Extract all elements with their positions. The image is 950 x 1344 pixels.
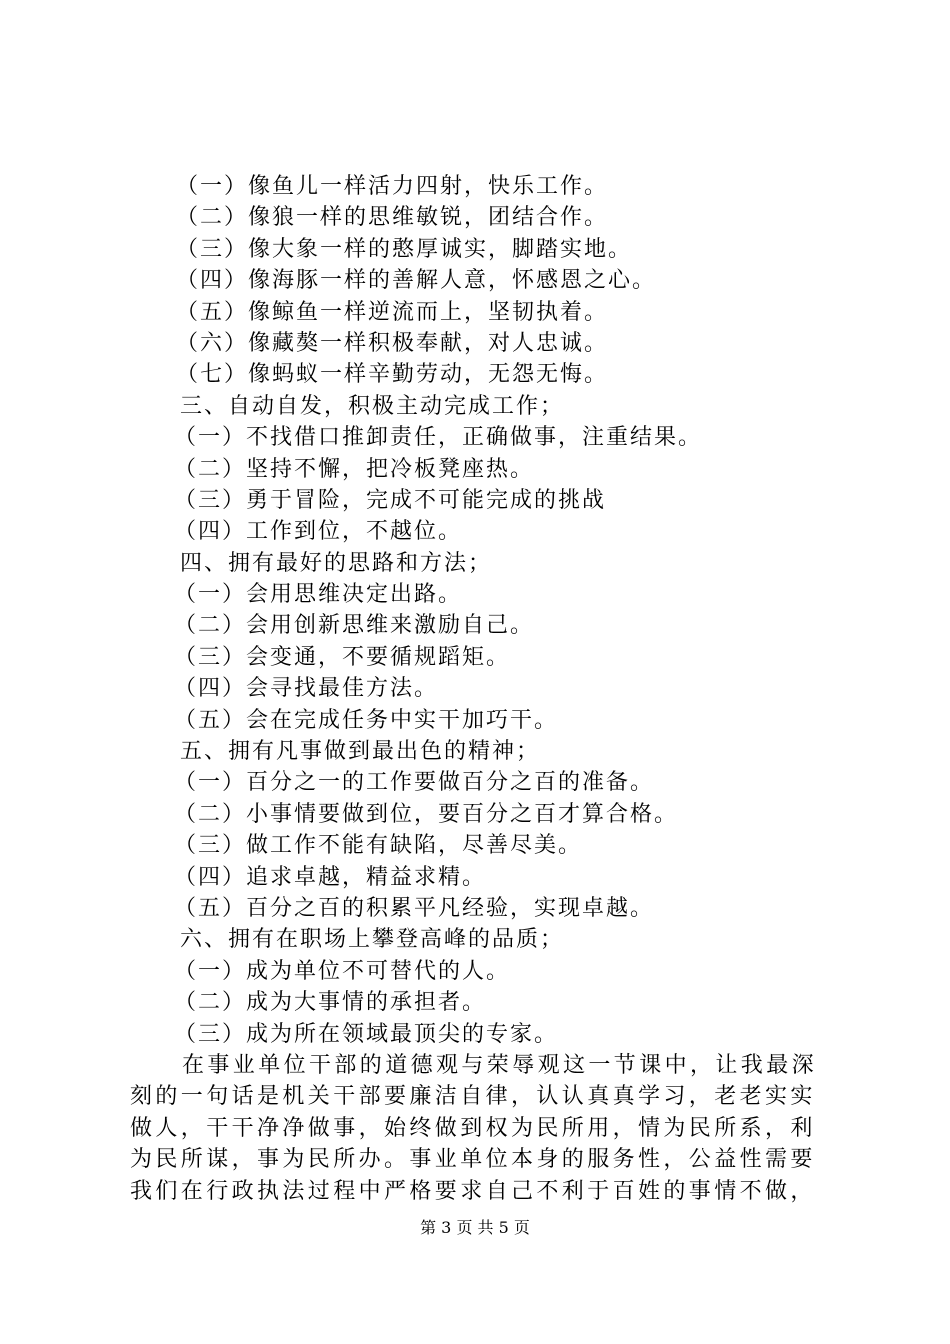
list-item: （二）像狼一样的思维敏锐，团结合作。 [176,205,609,231]
list-item: （三）成为所在领域最顶尖的专家。 [174,1021,559,1047]
list-item: （三）像大象一样的憨厚诚实，脚踏实地。 [176,236,633,262]
document-body [130,171,830,1207]
list-item: （二）坚持不懈，把冷板凳座热。 [174,456,535,482]
list-item: （一）像鱼儿一样活力四射，快乐工作。 [176,174,609,199]
list-item: （五）百分之百的积累平凡经验，实现卓越。 [174,895,655,921]
list-item: （一）不找借口推卸责任，正确做事，注重结果。 [174,425,703,451]
list-item: （三）做工作不能有缺陷，尽善尽美。 [174,833,583,859]
page-footer [0,1218,950,1238]
paragraph-line: 做人，干干净净做事，始终做到权为民所用，情为民所系，利 [130,1115,816,1141]
list-item: （三）会变通，不要循规蹈矩。 [174,644,511,670]
list-item: （七）像蚂蚁一样辛勤劳动，无怨无悔。 [176,362,609,388]
list-item: （五）会在完成任务中实干加巧干。 [174,707,559,733]
section-heading: 三、自动自发，积极主动完成工作； [180,393,565,419]
list-item: （二）小事情要做到位，要百分之百才算合格。 [174,801,679,827]
list-item: （四）会寻找最佳方法。 [174,676,439,702]
section-heading: 五、拥有凡事做到最出色的精神； [180,739,541,765]
paragraph-line: 刻的一句话是机关干部要廉洁自律，认认真真学习，老老实实 [130,1084,816,1110]
list-item: （一）会用思维决定出路。 [174,582,463,608]
list-item: （四）追求卓越，精益求精。 [174,864,487,890]
list-item: （四）像海豚一样的善解人意，怀感恩之心。 [176,268,657,294]
page-number: 第 3 页 共 5 页 [420,1218,530,1237]
list-item: （四）工作到位，不越位。 [174,519,463,545]
section-heading: 四、拥有最好的思路和方法； [180,550,493,576]
list-item: （二）成为大事情的承担者。 [174,990,487,1016]
list-item: （一）成为单位不可替代的人。 [174,958,511,984]
list-item: （三）勇于冒险，完成不可能完成的挑战 [174,487,607,513]
paragraph-line: 为民所谋，事为民所办。事业单位本身的服务性，公益性需要 [130,1147,816,1173]
paragraph-line: 在事业单位干部的道德观与荣辱观这一节课中，让我最深 [182,1052,818,1078]
list-item: （二）会用创新思维来激励自己。 [174,613,535,639]
paragraph-line: 我们在行政执法过程中严格要求自己不利于百姓的事情不做， [130,1178,816,1204]
list-item: （五）像鲸鱼一样逆流而上，坚韧执着。 [176,299,609,325]
list-item: （六）像藏獒一样积极奉献，对人忠诚。 [176,330,609,356]
list-item: （一）百分之一的工作要做百分之百的准备。 [174,770,655,796]
section-heading: 六、拥有在职场上攀登高峰的品质； [180,927,565,953]
